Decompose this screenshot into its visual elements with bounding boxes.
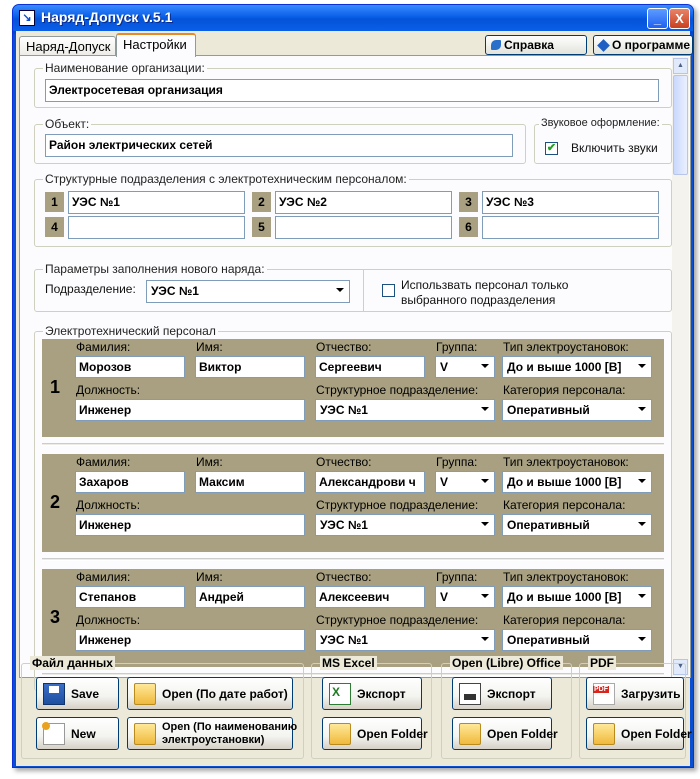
position-input[interactable]: Инженер xyxy=(75,514,305,536)
person-number: 2 xyxy=(50,492,61,512)
units-label: Структурные подразделения с электротехническим персоналом: xyxy=(45,172,407,186)
floppy-icon xyxy=(43,683,65,705)
libre-group xyxy=(441,656,572,759)
chevron-down-icon xyxy=(638,364,646,368)
first-name-input[interactable]: Андрей xyxy=(195,586,305,608)
excel-icon xyxy=(329,683,351,705)
tab-permit[interactable]: Наряд-Допуск xyxy=(19,36,116,56)
app-window xyxy=(12,4,694,768)
open-by-name-label-2: электроустановки) xyxy=(162,734,265,746)
first-name-label: Имя: xyxy=(196,340,223,354)
close-button[interactable]: X xyxy=(669,8,690,29)
middle-name-input[interactable]: Сергеевич xyxy=(315,356,425,378)
unit-number: 1 xyxy=(45,192,64,212)
unit-select[interactable] xyxy=(315,629,495,651)
bottom-toolbar xyxy=(18,656,692,764)
unit-number: 3 xyxy=(459,192,478,212)
unit-label: Структурное подразделение: xyxy=(316,383,479,397)
window-title: Наряд-Допуск v.5.1 xyxy=(41,9,173,25)
org-label: Наименование организации: xyxy=(45,61,205,75)
middle-name-input[interactable]: Алексеевич xyxy=(315,586,425,608)
category-label: Категория персонала: xyxy=(503,498,626,512)
spreadsheet-icon xyxy=(459,683,481,705)
install-type-value: До и выше 1000 [В] xyxy=(507,590,622,604)
person-number: 3 xyxy=(50,607,61,627)
card-separator xyxy=(42,443,664,446)
last-name-input[interactable]: Морозов xyxy=(75,356,185,378)
params-group xyxy=(34,262,672,312)
division-select-value: УЭС №1 xyxy=(151,284,199,298)
install-type-value: До и выше 1000 [В] xyxy=(507,360,622,374)
scroll-down-icon[interactable]: ▼ xyxy=(673,659,688,675)
pdf-load-button[interactable] xyxy=(586,677,684,710)
category-value: Оперативный xyxy=(507,633,590,647)
first-name-input[interactable]: Максим xyxy=(195,471,305,493)
libre-export-label: Экспорт xyxy=(487,687,536,701)
scroll-up-icon[interactable]: ▲ xyxy=(673,58,688,74)
last-name-input[interactable]: Захаров xyxy=(75,471,185,493)
unit-select[interactable] xyxy=(315,514,495,536)
install-type-select[interactable] xyxy=(502,356,652,378)
chevron-down-icon xyxy=(481,594,489,598)
pdf-open-folder-label: Open Folder xyxy=(621,727,692,741)
chevron-down-icon xyxy=(481,522,489,526)
unit-input-4[interactable] xyxy=(68,216,245,239)
unit-input-2[interactable]: УЭС №2 xyxy=(275,191,452,214)
use-selected-label-2: выбранного подразделения xyxy=(401,293,556,307)
category-select[interactable] xyxy=(502,629,652,651)
pdf-icon xyxy=(593,683,615,705)
excel-label: MS Excel xyxy=(322,656,375,670)
category-label: Категория персонала: xyxy=(503,383,626,397)
chevron-down-icon xyxy=(638,522,646,526)
first-name-label: Имя: xyxy=(196,570,223,584)
chevron-down-icon xyxy=(481,637,489,641)
group-label: Группа: xyxy=(436,340,478,354)
object-label: Объект: xyxy=(45,117,90,131)
unit-select[interactable] xyxy=(315,399,495,421)
pdf-load-label: Загрузить xyxy=(621,687,681,701)
first-name-label: Имя: xyxy=(196,455,223,469)
unit-input-1[interactable]: УЭС №1 xyxy=(68,191,245,214)
excel-open-folder-label: Open Folder xyxy=(357,727,428,741)
unit-value: УЭС №1 xyxy=(320,518,368,532)
group-label: Группа: xyxy=(436,455,478,469)
last-name-label: Фамилия: xyxy=(76,455,131,469)
help-label: Справка xyxy=(504,38,554,52)
help-button[interactable] xyxy=(485,35,587,55)
division-label: Подразделение: xyxy=(45,282,136,296)
install-type-value: До и выше 1000 [В] xyxy=(507,475,622,489)
unit-number: 6 xyxy=(459,217,478,237)
settings-panel xyxy=(19,55,691,678)
use-selected-checkbox[interactable] xyxy=(382,284,395,297)
personnel-label: Электротехнический персонал xyxy=(45,324,216,338)
pdf-group xyxy=(579,656,692,759)
params-label: Параметры заполнения нового наряда: xyxy=(45,262,265,276)
person-card xyxy=(42,339,664,437)
data-file-label: Файл данных xyxy=(32,656,113,670)
units-group xyxy=(34,172,672,247)
arrow-icon: ↘ xyxy=(19,10,35,26)
middle-name-input[interactable]: Александрови ч xyxy=(315,471,425,493)
open-by-name-label-1: Open (По наименованию xyxy=(162,721,298,733)
new-document-icon xyxy=(43,723,65,745)
open-by-date-button[interactable] xyxy=(127,677,293,710)
chevron-down-icon xyxy=(638,594,646,598)
use-selected-label: Использвать персонал только xyxy=(401,278,569,292)
libre-open-folder-button[interactable] xyxy=(452,717,558,750)
unit-number: 4 xyxy=(45,217,64,237)
libre-export-button[interactable] xyxy=(452,677,552,710)
unit-number: 5 xyxy=(252,217,271,237)
install-type-label: Тип электроустановок: xyxy=(503,570,629,584)
install-type-select[interactable] xyxy=(502,471,652,493)
install-type-select[interactable] xyxy=(502,586,652,608)
open-by-date-label: Open (По дате работ) xyxy=(162,687,288,701)
position-label: Должность: xyxy=(76,383,141,397)
folder-icon xyxy=(134,723,156,745)
unit-input-6[interactable] xyxy=(482,216,659,239)
sound-group xyxy=(534,117,672,164)
person-card xyxy=(42,569,664,667)
group-value: V xyxy=(440,360,449,374)
pdf-label: PDF xyxy=(590,656,614,670)
unit-label: Структурное подразделение: xyxy=(316,613,479,627)
sound-label: Звуковое оформление: xyxy=(541,117,660,129)
org-group xyxy=(34,61,672,108)
card-separator xyxy=(42,558,664,561)
unit-value: УЭС №1 xyxy=(320,633,368,647)
middle-name-label: Отчество: xyxy=(316,340,372,354)
folder-icon xyxy=(593,723,615,745)
position-label: Должность: xyxy=(76,613,141,627)
unit-value: УЭС №1 xyxy=(320,403,368,417)
group-select[interactable] xyxy=(435,471,495,493)
group-select[interactable] xyxy=(435,586,495,608)
chevron-down-icon xyxy=(481,364,489,368)
position-input[interactable]: Инженер xyxy=(75,629,305,651)
position-input[interactable]: Инженер xyxy=(75,399,305,421)
excel-export-button[interactable] xyxy=(322,677,422,710)
folder-icon xyxy=(329,723,351,745)
data-file-group xyxy=(21,656,304,759)
object-group xyxy=(34,117,526,164)
chevron-down-icon xyxy=(481,407,489,411)
vertical-scrollbar[interactable] xyxy=(672,57,689,676)
pdf-open-folder-button[interactable] xyxy=(586,717,692,750)
title-bar[interactable] xyxy=(13,5,693,31)
category-label: Категория персонала: xyxy=(503,613,626,627)
person-card xyxy=(42,454,664,552)
sound-checkbox[interactable]: ✔ xyxy=(546,142,557,154)
save-button[interactable] xyxy=(36,677,119,710)
save-label: Save xyxy=(71,687,100,701)
unit-label: Структурное подразделение: xyxy=(316,498,479,512)
client-area xyxy=(16,31,690,766)
chevron-down-icon xyxy=(638,479,646,483)
scroll-thumb[interactable] xyxy=(673,75,688,175)
chevron-down-icon xyxy=(638,637,646,641)
object-input[interactable]: Район электрических сетей xyxy=(45,134,513,157)
chevron-down-icon xyxy=(638,407,646,411)
chevron-down-icon xyxy=(336,288,344,292)
excel-open-folder-button[interactable] xyxy=(322,717,428,750)
middle-name-label: Отчество: xyxy=(316,570,372,584)
group-value: V xyxy=(440,475,449,489)
unit-input-3[interactable]: УЭС №3 xyxy=(482,191,659,214)
install-type-label: Тип электроустановок: xyxy=(503,455,629,469)
group-value: V xyxy=(440,590,449,604)
tab-settings[interactable]: Настройки xyxy=(116,33,196,57)
folder-icon xyxy=(459,723,481,745)
middle-name-label: Отчество: xyxy=(316,455,372,469)
position-label: Должность: xyxy=(76,498,141,512)
category-value: Оперативный xyxy=(507,518,590,532)
division-select[interactable] xyxy=(146,280,350,303)
new-button[interactable] xyxy=(36,717,119,750)
excel-group xyxy=(311,656,432,759)
sound-checkbox-label: Включить звуки xyxy=(571,141,658,155)
about-button[interactable] xyxy=(593,35,693,55)
new-label: New xyxy=(71,727,96,741)
chevron-down-icon xyxy=(481,479,489,483)
libre-label: Open (Libre) Office xyxy=(452,656,561,670)
minimize-button[interactable]: _ xyxy=(647,8,668,29)
last-name-label: Фамилия: xyxy=(76,340,131,354)
person-number: 1 xyxy=(50,377,61,397)
last-name-input[interactable]: Степанов xyxy=(75,586,185,608)
help-icon xyxy=(491,40,501,50)
category-select[interactable] xyxy=(502,514,652,536)
excel-export-label: Экспорт xyxy=(357,687,406,701)
info-icon xyxy=(597,39,610,52)
libre-open-folder-label: Open Folder xyxy=(487,727,558,741)
unit-input-5[interactable] xyxy=(275,216,452,239)
params-divider xyxy=(363,270,364,311)
install-type-label: Тип электроустановок: xyxy=(503,340,629,354)
category-value: Оперативный xyxy=(507,403,590,417)
org-input[interactable]: Электросетевая организация xyxy=(45,79,659,102)
folder-icon xyxy=(134,683,156,705)
group-select[interactable] xyxy=(435,356,495,378)
last-name-label: Фамилия: xyxy=(76,570,131,584)
open-by-name-button[interactable] xyxy=(127,717,298,750)
about-label: О программе xyxy=(612,38,691,52)
group-label: Группа: xyxy=(436,570,478,584)
first-name-input[interactable]: Виктор xyxy=(195,356,305,378)
category-select[interactable] xyxy=(502,399,652,421)
unit-number: 2 xyxy=(252,192,271,212)
